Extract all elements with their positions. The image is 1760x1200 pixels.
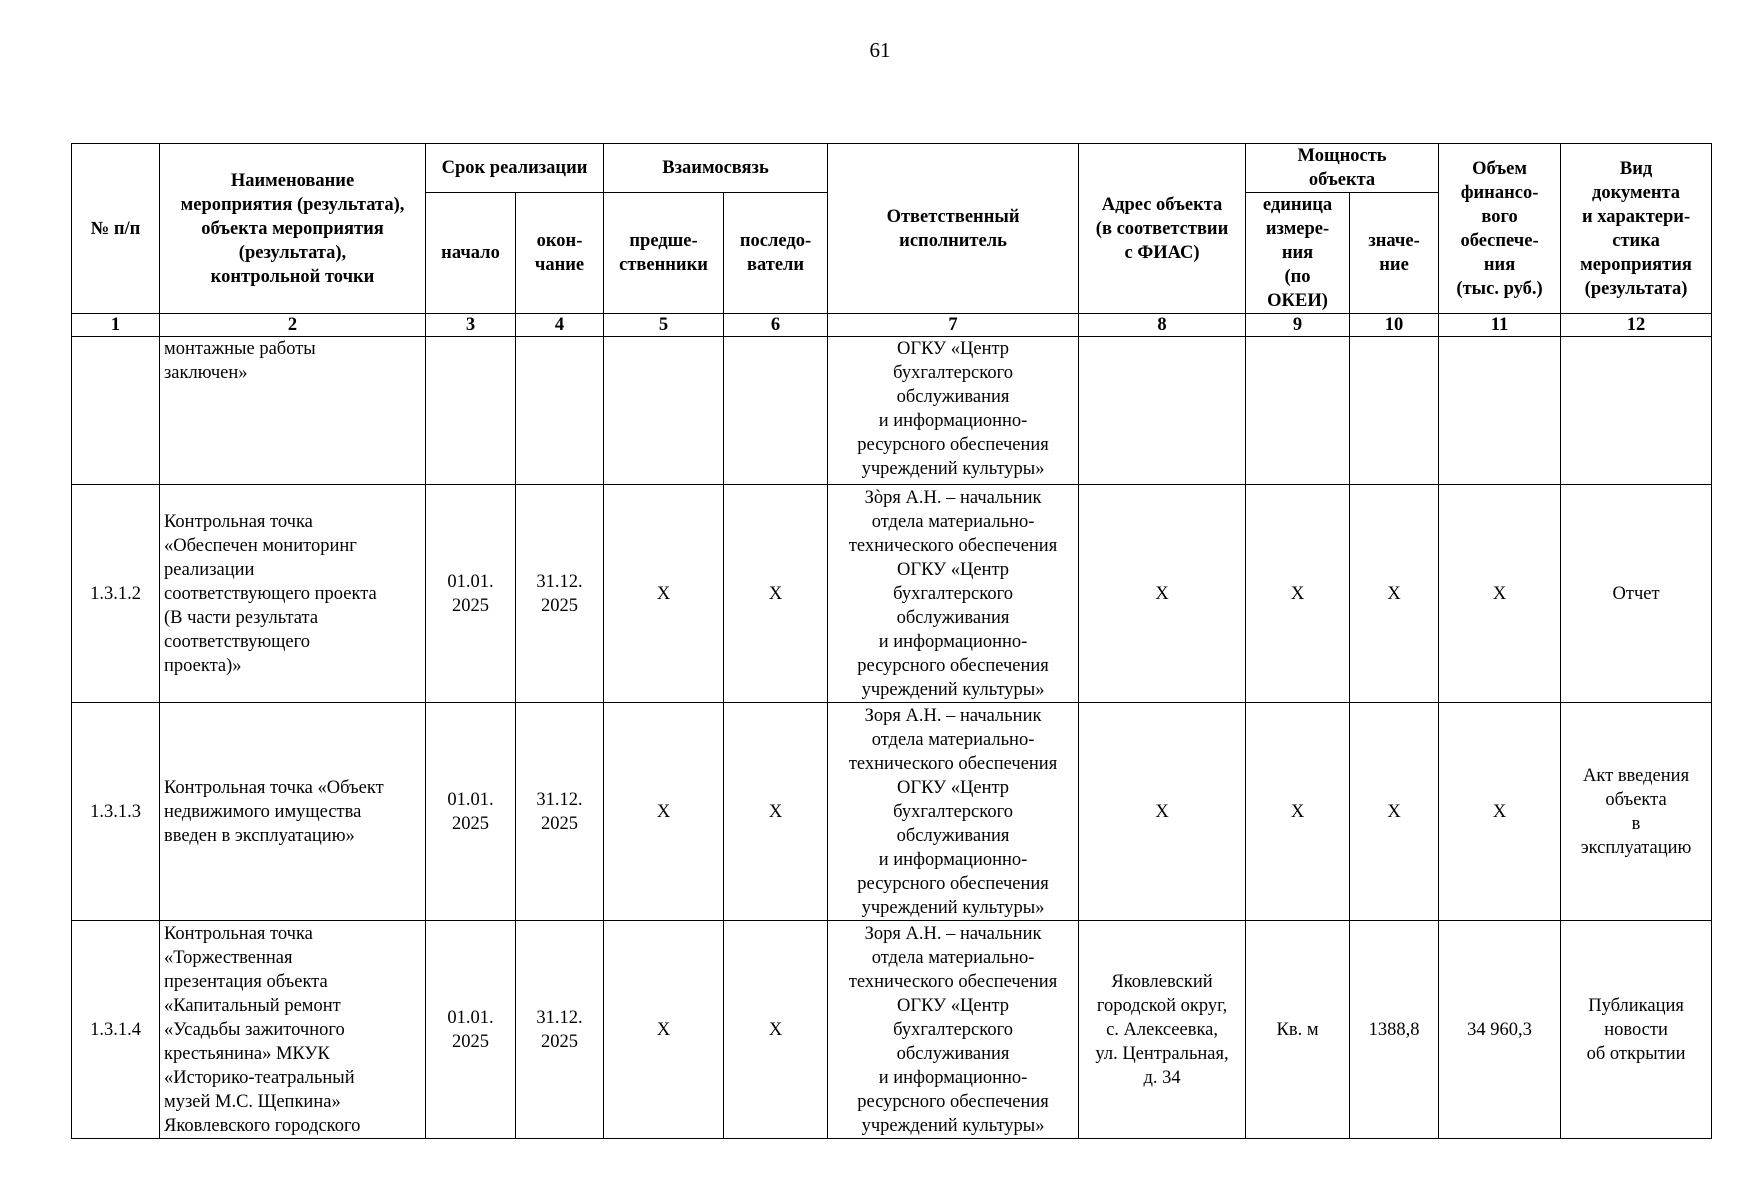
header-address: Адрес объекта (в соответствии с ФИАС) bbox=[1079, 144, 1246, 314]
header-predecessors: предше- ственники bbox=[604, 193, 724, 314]
cell-address: Х bbox=[1079, 703, 1246, 921]
table-row bbox=[72, 485, 1712, 703]
header-name: Наименование мероприятия (результата), объекта мероприятия (результата), контрольной точки bbox=[160, 144, 426, 314]
cell-num: 1.3.1.4 bbox=[72, 921, 160, 1139]
column-number: 7 bbox=[828, 314, 1079, 337]
cell-unit: Х bbox=[1246, 485, 1350, 703]
cell-start: 01.01. 2025 bbox=[426, 485, 516, 703]
column-number: 2 bbox=[160, 314, 426, 337]
cell-value: 1388,8 bbox=[1350, 921, 1439, 1139]
cell-address: Яковлевский городской округ, с. Алексеевка, ул. Центральная, д. 34 bbox=[1079, 921, 1246, 1139]
cell-predecessors bbox=[604, 337, 724, 485]
cell-finance bbox=[1439, 337, 1561, 485]
cell-end bbox=[516, 337, 604, 485]
header-successors: последо- ватели bbox=[724, 193, 828, 314]
cell-unit: Кв. м bbox=[1246, 921, 1350, 1139]
header-start: начало bbox=[426, 193, 516, 314]
implementation-plan-table bbox=[71, 143, 1712, 1139]
column-number: 6 bbox=[724, 314, 828, 337]
cell-num bbox=[72, 337, 160, 485]
cell-name: Контрольная точка «Обеспечен мониторинг реализации соответствующего проекта (В части результата соответствующего проекта)» bbox=[160, 485, 426, 703]
cell-finance: Х bbox=[1439, 485, 1561, 703]
cell-start bbox=[426, 337, 516, 485]
cell-responsible: ОГКУ «Центр бухгалтерского обслуживания и информационно- ресурсного обеспечения учреждений культуры» bbox=[828, 337, 1079, 485]
cell-value bbox=[1350, 337, 1439, 485]
cell-end: 31.12. 2025 bbox=[516, 921, 604, 1139]
column-number-row bbox=[72, 314, 1712, 337]
cell-unit: Х bbox=[1246, 703, 1350, 921]
header-capacity: Мощность объекта bbox=[1246, 144, 1439, 193]
column-number: 4 bbox=[516, 314, 604, 337]
cell-value: Х bbox=[1350, 485, 1439, 703]
cell-predecessors: Х bbox=[604, 703, 724, 921]
page-number: 61 bbox=[869, 38, 891, 62]
header-end: окон- чание bbox=[516, 193, 604, 314]
cell-successors: Х bbox=[724, 485, 828, 703]
cell-name: Контрольная точка «Объект недвижимого имущества введен в эксплуатацию» bbox=[160, 703, 426, 921]
cell-responsible: Зоря А.Н. – начальник отдела материально- технического обеспечения ОГКУ «Центр бухгалтерского обслуживания и информационно- ресурсного обеспечения учреждений культуры» bbox=[828, 703, 1079, 921]
header-num: № п/п bbox=[72, 144, 160, 314]
cell-unit bbox=[1246, 337, 1350, 485]
cell-start: 01.01. 2025 bbox=[426, 703, 516, 921]
cell-end: 31.12. 2025 bbox=[516, 703, 604, 921]
cell-predecessors: Х bbox=[604, 921, 724, 1139]
cell-value: Х bbox=[1350, 703, 1439, 921]
column-number: 8 bbox=[1079, 314, 1246, 337]
table-row bbox=[72, 921, 1712, 1139]
cell-address bbox=[1079, 337, 1246, 485]
cell-num: 1.3.1.2 bbox=[72, 485, 160, 703]
column-number: 12 bbox=[1561, 314, 1712, 337]
cell-start: 01.01. 2025 bbox=[426, 921, 516, 1139]
cell-responsible: Зоря А.Н. – начальник отдела материально- технического обеспечения ОГКУ «Центр бухгалтерского обслуживания и информационно- ресурсного обеспечения учреждений культуры» bbox=[828, 921, 1079, 1139]
column-number: 5 bbox=[604, 314, 724, 337]
header-unit: единица измере- ния (по ОКЕИ) bbox=[1246, 193, 1350, 314]
column-number: 10 bbox=[1350, 314, 1439, 337]
cell-successors bbox=[724, 337, 828, 485]
column-number: 1 bbox=[72, 314, 160, 337]
cell-successors: Х bbox=[724, 703, 828, 921]
cell-doc-type: Публикация новости об открытии bbox=[1561, 921, 1712, 1139]
cell-responsible: Зòря А.Н. – начальник отдела материально- технического обеспечения ОГКУ «Центр бухгалтерского обслуживания и информационно- ресурсного обеспечения учреждений культуры» bbox=[828, 485, 1079, 703]
header-doc-type: Вид документа и характери- стика мероприятия (результата) bbox=[1561, 144, 1712, 314]
header-period: Срок реализации bbox=[426, 144, 604, 193]
table-row bbox=[72, 337, 1712, 485]
header-relation: Взаимосвязь bbox=[604, 144, 828, 193]
column-number: 3 bbox=[426, 314, 516, 337]
column-number: 9 bbox=[1246, 314, 1350, 337]
cell-name: Контрольная точка «Торжественная презентация объекта «Капитальный ремонт «Усадьбы зажиточного крестьянина» МКУК «Историко-театральный музей М.С. Щепкина» Яковлевского городского bbox=[160, 921, 426, 1139]
header-finance: Объем финансо- вого обеспече- ния (тыс. руб.) bbox=[1439, 144, 1561, 314]
cell-predecessors: Х bbox=[604, 485, 724, 703]
cell-doc-type bbox=[1561, 337, 1712, 485]
header-responsible: Ответственный исполнитель bbox=[828, 144, 1079, 314]
cell-finance: 34 960,3 bbox=[1439, 921, 1561, 1139]
cell-doc-type: Акт введения объекта в эксплуатацию bbox=[1561, 703, 1712, 921]
table-body bbox=[72, 314, 1712, 1139]
header-value: значе- ние bbox=[1350, 193, 1439, 314]
cell-address: Х bbox=[1079, 485, 1246, 703]
cell-end: 31.12. 2025 bbox=[516, 485, 604, 703]
cell-doc-type: Отчет bbox=[1561, 485, 1712, 703]
table-row bbox=[72, 703, 1712, 921]
column-number: 11 bbox=[1439, 314, 1561, 337]
cell-finance: Х bbox=[1439, 703, 1561, 921]
cell-num: 1.3.1.3 bbox=[72, 703, 160, 921]
table-header bbox=[72, 144, 1712, 314]
cell-successors: Х bbox=[724, 921, 828, 1139]
cell-name: монтажные работы заключен» bbox=[160, 337, 426, 485]
